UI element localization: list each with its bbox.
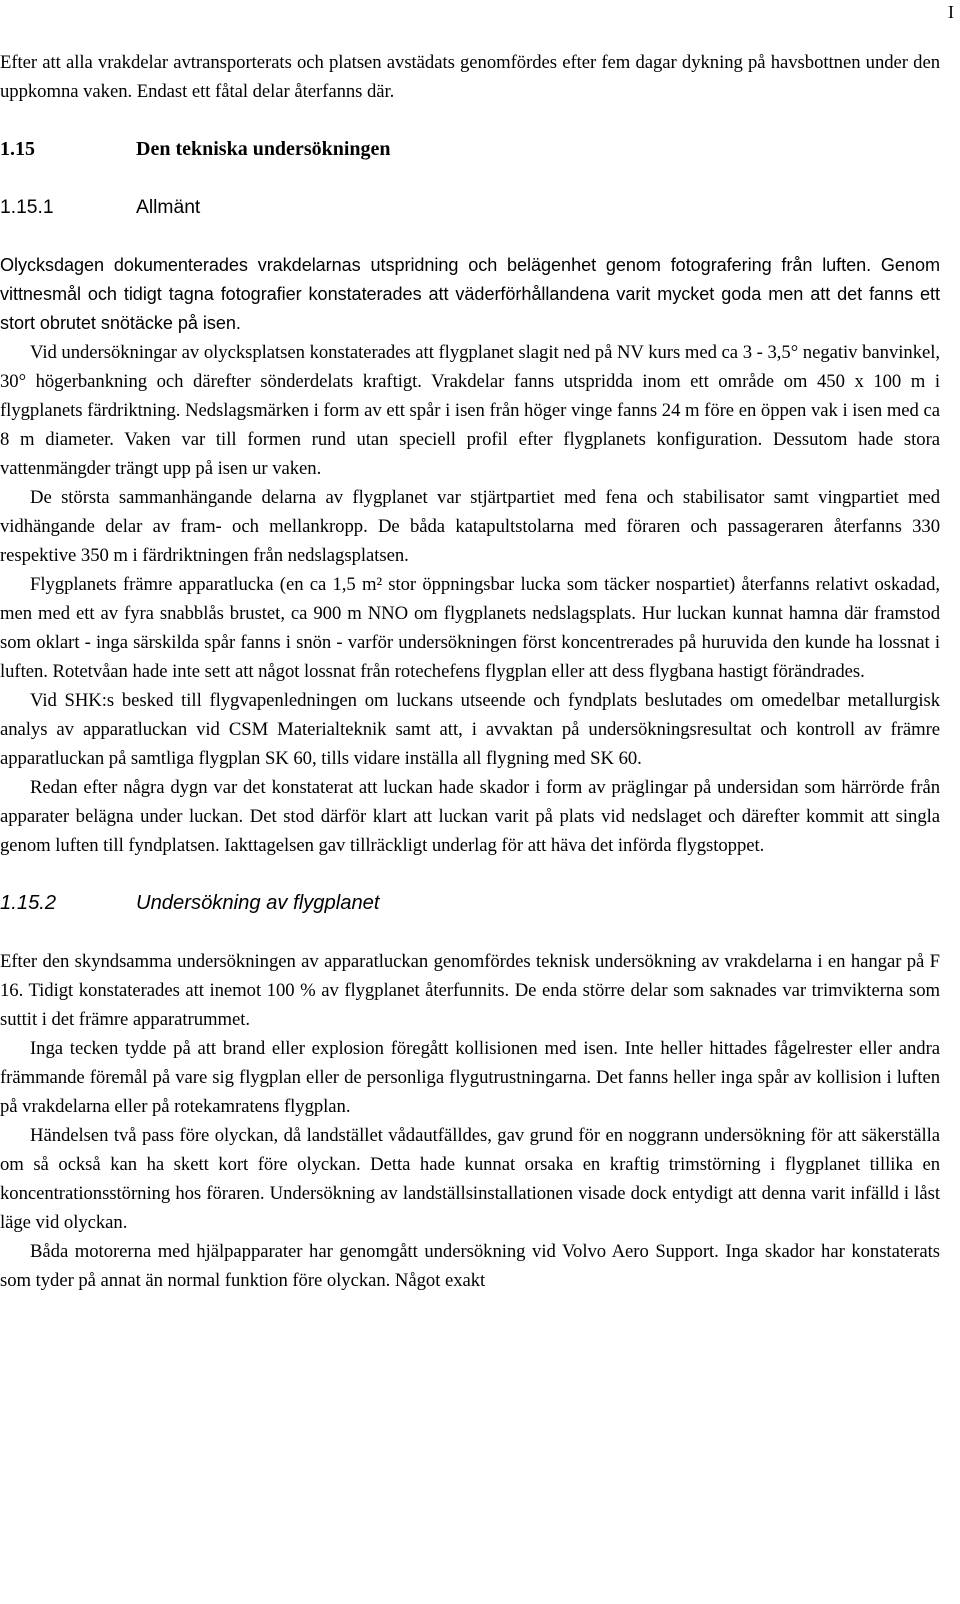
section-number: 1.15.2 xyxy=(0,892,57,914)
section-heading-1-15 xyxy=(0,135,940,164)
body-paragraph: Vid SHK:s besked till flygvapenledningen om luckans utseende och fyndplats beslutades om omedelbar metallurgisk analys av apparatluckan vid CSM Materialteknik samt att, i avvaktan på undersökningsresultat och kontroll av främre apparatluckan på samtliga flygplan SK 60, tills vidare inställa all flygning med SK 60. xyxy=(0,690,940,769)
section-number: 1.15.1 xyxy=(0,197,54,218)
body-paragraph: Flygplanets främre apparatlucka (en ca 1,5 m² stor öppningsbar lucka som täcker nospartiet) återfanns relativt oskadad, men med ett av fyra snabblås brustet, ca 900 m NNO om flygplanets nedslagsplats. Hur luckan kunnat hamna där framstod som oklart - inga särskilda spår fanns i snön - varför undersökningen först koncentrerades på huruvida den kunde ha lossnat i luften. Rotetvåan hade inte sett att något lossnat från rotechefens flygplan eller att dess flygbana hastigt förändrades. xyxy=(0,574,940,682)
body-paragraph: De största sammanhängande delarna av flygplanet var stjärtpartiet med fena och stabilisator samt vingpartiet med vidhängande delar av fram- och mellankropp. De båda katapultstolarna med föraren och passageraren återfanns 330 respektive 350 m i färdriktningen från nedslagsplatsen. xyxy=(0,487,940,566)
body-paragraph: Händelsen två pass före olyckan, då landstället vådautfälldes, gav grund för en noggrann undersökning för att säkerställa om så också kan ha skett kort före olyckan. Detta hade kunnat orsaka en kraftig trimstörning i flygplanet tillika en koncentrationsstörning hos föraren. Undersökning av landställsinstallationen visade dock entydigt att denna varit infälld i låst läge vid olyckan. xyxy=(0,1125,940,1233)
body-paragraph: Båda motorerna med hjälpapparater har genomgått undersökning vid Volvo Aero Support. Inga skador har konstaterats som tyder på annat än normal funktion före olyckan. Något exakt xyxy=(0,1241,940,1291)
body-paragraph: Vid undersökningar av olycksplatsen konstaterades att flygplanet slagit ned på NV kurs med ca 3 - 3,5° negativ banvinkel, 30° högerbankning och därefter sönderdelats kraftigt. Vrakdelar fanns utspridda inom ett område om 450 x 100 m i flygplanets färdriktning. Nedslagsmärken i form av ett spår i isen från höger vinge fanns 24 m före en öppen vak i isen med ca 8 m diameter. Vaken var till formen rund utan speciell profil efter flygplanets konfiguration. Dessutom hade stora vattenmängder trängt upp på isen ur vaken. xyxy=(0,342,940,479)
body-paragraph: Efter den skyndsamma undersökningen av apparatluckan genomfördes teknisk undersökning av vrakdelarna i en hangar på F 16. Tidigt konstaterades att inemot 100 % av flygplanet återfunnits. De enda större delar som saknades var trimvikterna som suttit i det främre apparatrummet. xyxy=(0,951,940,1030)
page-number: I xyxy=(948,2,954,22)
intro-paragraph: Efter att alla vrakdelar avtransporterats och platsen avstädats genomfördes efter fem dagar dykning på havsbottnen under den uppkomna vaken. Endast ett fåtal delar återfanns där. xyxy=(0,52,940,102)
section-heading-1-15-2 xyxy=(0,889,940,918)
body-paragraph: Redan efter några dygn var det konstaterat att luckan hade skador i form av präglingar på undersidan som härrörde från apparater belägna under luckan. Det stod därför klart att luckan varit på plats vid nedslaget och därefter kommit att singla genom luften till fyndplatsen. Iakttagelsen gav tillräckligt underlag för att häva det införda flygstoppet. xyxy=(0,777,940,856)
section-title: Undersökning av flygplanet xyxy=(136,892,380,914)
body-paragraph: Olycksdagen dokumenterades vrakdelarnas utspridning och belägenhet genom fotografering från luften. Genom vittnesmål och tidigt tagna fotografier konstaterades att väderförhållandena varit mycket goda men att det fanns ett stort obrutet snötäcke på isen. xyxy=(0,255,940,333)
page-content xyxy=(0,48,940,1295)
body-paragraph: Inga tecken tydde på att brand eller explosion föregått kollisionen med isen. Inte heller hittades fågelrester eller andra främmande föremål på vare sig flygplan eller de personliga flygutrustningarna. Det fanns heller inga spår av kollision i luften på vrakdelarna eller på rotekamratens flygplan. xyxy=(0,1038,940,1117)
section-title: Den tekniska undersökningen xyxy=(136,138,391,160)
section-number: 1.15 xyxy=(0,138,35,160)
section-title: Allmänt xyxy=(136,197,201,218)
section-heading-1-15-1 xyxy=(0,193,940,222)
